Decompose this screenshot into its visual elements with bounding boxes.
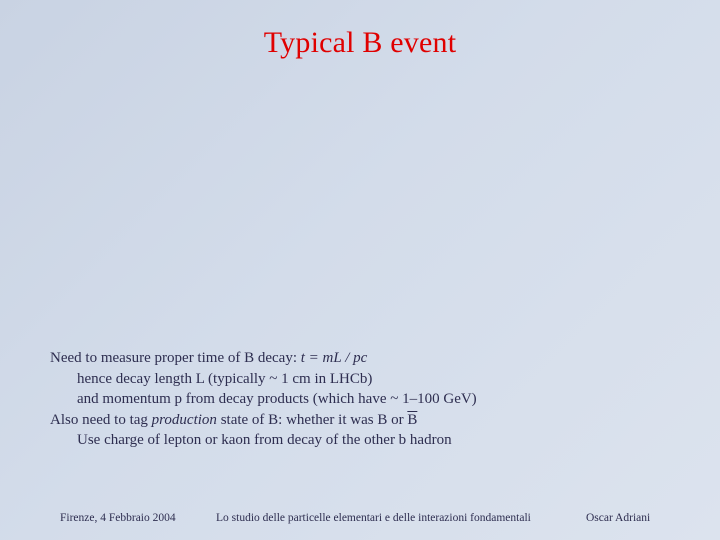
footer-date: Firenze, 4 Febbraio 2004 (60, 512, 176, 524)
body-line-4-prefix: Also need to tag (50, 411, 152, 428)
body-line-1-text: Need to measure proper time of B decay: (50, 350, 301, 366)
body-line-4-mid: state of B: whether it was B or (216, 411, 408, 428)
body-line-1 (50, 348, 690, 369)
proper-time-formula: t = mL / pc (300, 350, 368, 366)
body-line-2: hence decay length L (typically ~ 1 cm in LHCb) (77, 370, 373, 387)
footer-title: Lo studio delle particelle elementari e delle interazioni fondamentali (216, 512, 531, 524)
slide-body (50, 348, 690, 451)
body-line-5: Use charge of lepton or kaon from decay of the other b hadron (77, 432, 452, 448)
b-bar-symbol: $\overline{B}$ (407, 411, 418, 428)
footer-author: Oscar Adriani (586, 512, 651, 524)
slide-title: Typical B event (263, 26, 457, 59)
body-line-4 (50, 410, 690, 431)
body-line-4-italic: production (151, 411, 217, 428)
body-line-3: and momentum p from decay products (which have ~ 1–100 GeV) (77, 391, 477, 407)
